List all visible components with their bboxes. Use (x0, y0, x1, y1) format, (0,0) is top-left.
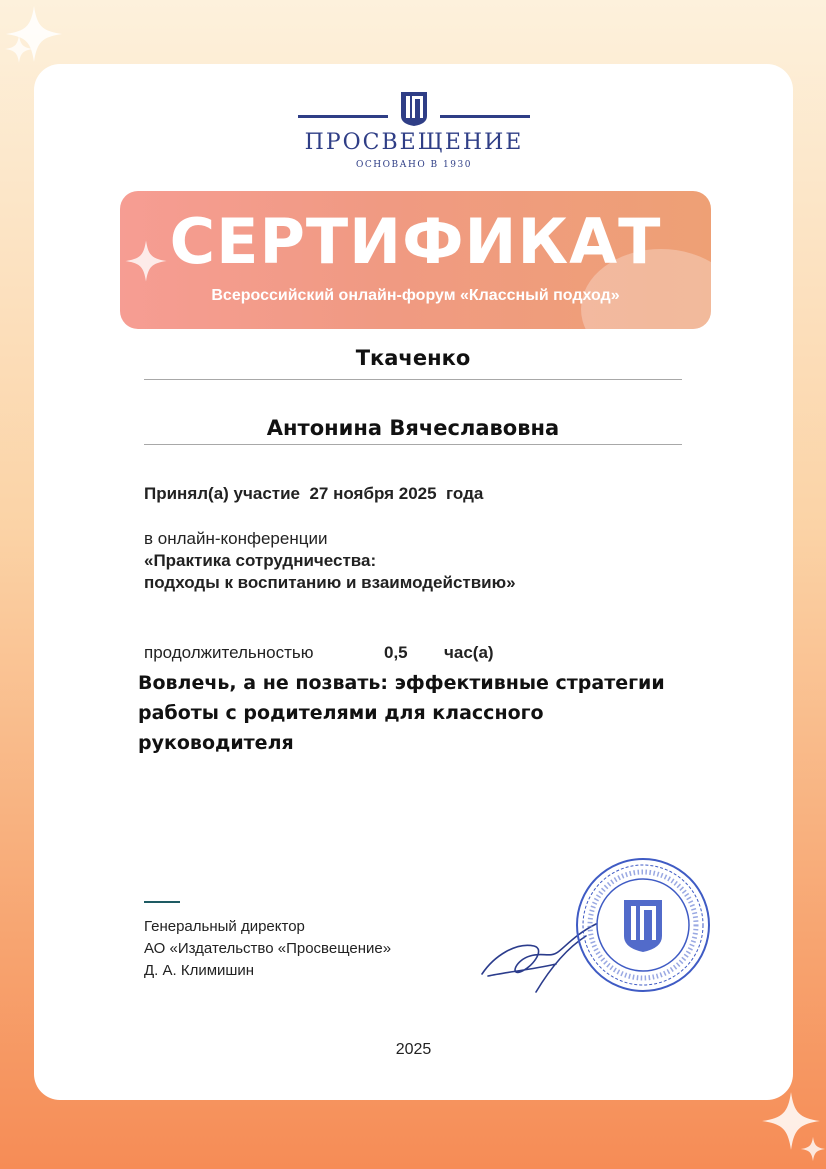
issue-year: 2025 (395, 1041, 432, 1058)
participation-year: 2025 (398, 484, 437, 503)
publisher-tagline: ОСНОВАНО В 1930 (356, 160, 472, 170)
certificate-card (34, 64, 793, 1100)
divider (144, 444, 682, 445)
certificate-title: СЕРТИФИКАТ (169, 205, 662, 278)
participation-prefix: Принял(а) участие (144, 484, 301, 503)
publisher-name: ПРОСВЕЩЕНИЕ (304, 130, 524, 155)
conference-title-line2: подходы к воспитанию и взаимодействию» (144, 573, 516, 592)
ip-monogram-icon (298, 88, 530, 128)
certificate-banner (120, 191, 711, 329)
topic-title (138, 668, 698, 758)
publisher-logo (298, 88, 530, 178)
recipient-surname: Ткаченко (355, 346, 471, 370)
signatory-block (144, 916, 391, 982)
topic-line3: руководителя (138, 732, 294, 754)
recipient-given-names: Антонина Вячеславовна (266, 416, 560, 440)
publisher-seal-icon (574, 856, 712, 994)
signatory-position: Генеральный директор (144, 918, 305, 935)
topic-line2: работы с родителями для классного (138, 702, 544, 724)
signatory-name: Д. А. Климишин (144, 962, 255, 979)
conference-intro: в онлайн-конференции (144, 529, 328, 548)
sparkle-icon (800, 1136, 826, 1162)
certificate-subtitle: Всероссийский онлайн-форум «Классный подход» (211, 287, 620, 304)
participation-suffix: года (446, 484, 484, 503)
conference-title-line1: «Практика сотрудничества: (144, 551, 377, 570)
topic-line1: Вовлечь, а не позвать: эффективные стратегии (138, 672, 665, 694)
signature-dash (144, 901, 180, 903)
duration-label: продолжительностью (144, 643, 314, 662)
participation-date: 27 ноября (309, 484, 395, 503)
sparkle-icon (4, 34, 34, 64)
duration-value: 0,5 (384, 643, 408, 662)
participation-line (144, 484, 483, 504)
signatory-organization: АО «Издательство «Просвещение» (144, 940, 392, 957)
duration-unit: час(а) (444, 643, 494, 662)
divider (144, 379, 682, 380)
